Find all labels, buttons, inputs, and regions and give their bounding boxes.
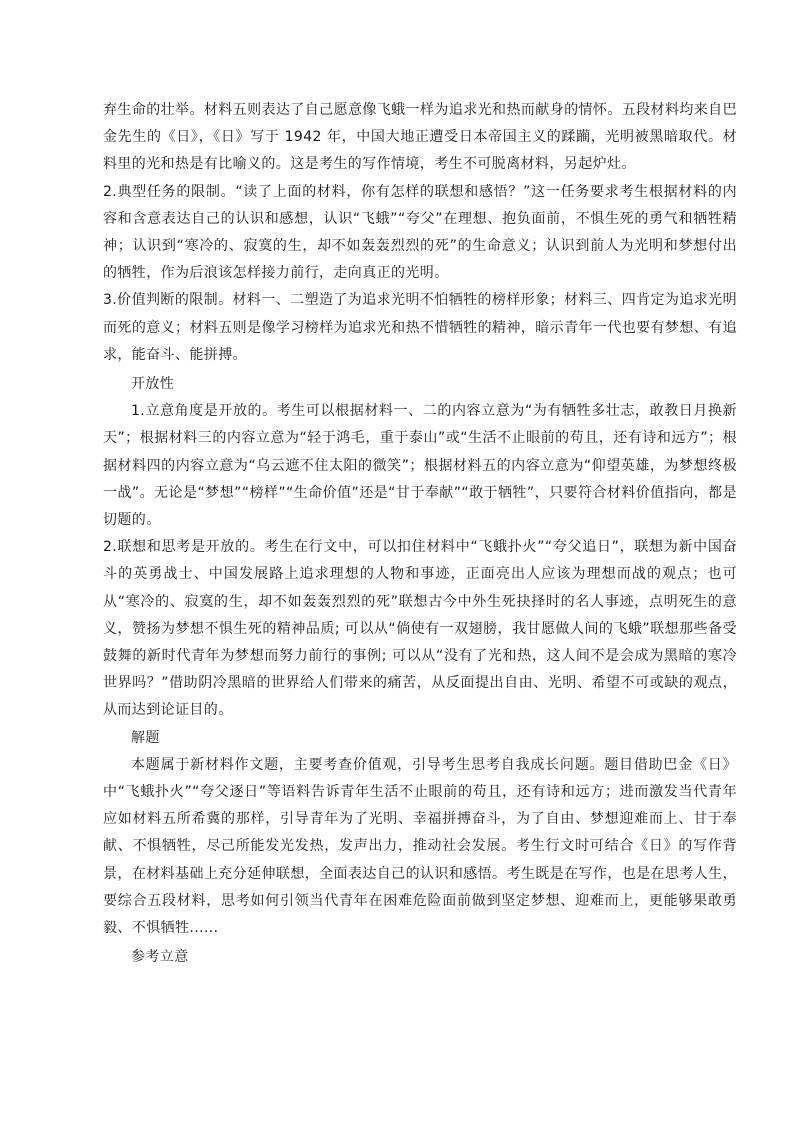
heading-problem-analysis: 解题 bbox=[131, 729, 160, 746]
paragraph-task-restriction: 2.典型任务的限制。“读了上面的材料，你有怎样的联想和感悟？”这一任务要求考生根据材料的内容和含意表达自己的认识和感想，认识“飞蛾”“夸父”在理想、抱负面前，不惧生死的勇气和牺牲精神；认识到“寒冷的、寂寞的生，却不如轰轰烈烈的死”的生命意义；认识到前人为光明和梦想付出的牺牲，作为后浪该怎样接力前行，走向真正的光明。 bbox=[103, 183, 737, 282]
paragraph-association-openness: 2.联想和思考是开放的。考生在行文中，可以扣住材料中“飞蛾扑火”“夸父追日”，联想为新中国奋斗的英勇战士、中国发展路上追求理想的人物和事迹，正面亮出人应该为理想而战的观点；也可从“寒冷的、寂寞的生，却不如轰轰烈烈的死”联想古今中外生死抉择时的名人事迹，点明死生的意义，赞扬为梦想不惧生死的精神品质; 可以从“倘使有一双翅膀，我甘愿做人间的飞蛾”联想那些备受鼓舞的新时代青年为梦想而努力前行的事例; 可以从“没有了光和热，这人间不是会成为黑暗的寒冷世界吗？”借助阴冷黑暗的世界给人们带来的痛苦，从反面提出自由、光明、希望不可或缺的观点，从而达到论证目的。 bbox=[103, 539, 737, 719]
heading-openness: 开放性 bbox=[131, 376, 175, 393]
document-body bbox=[103, 97, 737, 972]
paragraph-value-restriction: 3.价值判断的限制。材料一、二塑造了为追求光明不怕牺牲的榜样形象；材料三、四肯定为追求光明而死的意义；材料五则是像学习榜样为追求光和热不惜牺牲的精神，暗示青年一代也要有梦想、有追求，能奋斗、能拼搏。 bbox=[103, 292, 737, 363]
paragraph-material-context: 弃生命的壮举。材料五则表达了自己愿意像飞蛾一样为追求光和热而献身的情怀。五段材料均来自巴金先生的《日》，《日》写于 1942 年，中国大地正遭受日本帝国主义的蹂躏，光明被黑暗取代。材料里的光和热是有比喻义的。这是考生的写作情境，考生不可脱离材料，另起炉灶。 bbox=[103, 102, 737, 173]
heading-reference-themes: 参考立意 bbox=[131, 949, 189, 966]
paragraph-problem-analysis: 本题属于新材料作文题，主要考查价值观，引导考生思考自我成长问题。题目借助巴金《日》中“飞蛾扑火”“夸父逐日”等语料告诉青年生活不止眼前的苟且，还有诗和远方；进而激发当代青年应如材料五所希冀的那样，引导青年为了光明、幸福拼搏奋斗，为了自由、梦想迎难而上、甘于奉献、不惧牺牲，尽己所能发光发热，发声出力，推动社会发展。考生行文时可结合《日》的写作背景，在材料基础上充分延伸联想，全面表达自己的认识和感悟。考生既是在写作，也是在思考人生，要综合五段材料，思考如何引领当代青年在困难危险面前做到坚定梦想、迎难而上，更能够果敢勇毅、不惧牺牲...... bbox=[103, 756, 737, 937]
paragraph-theme-openness: 1.立意角度是开放的。考生可以根据材料一、二的内容立意为“为有牺牲多壮志，敢教日月换新天”；根据材料三的内容立意为“轻于鸿毛，重于泰山”或“生活不止眼前的苟且，还有诗和远方”；根据材料四的内容立意为“乌云遮不住太阳的微笑”；根据材料五的内容立意为“仰望英雄，为梦想终极一战”。无论是“梦想”“榜样”“生命价值”还是“甘于奉献”“敢于牺牲”，只要符合材料价值指向，都是切题的。 bbox=[103, 403, 737, 529]
